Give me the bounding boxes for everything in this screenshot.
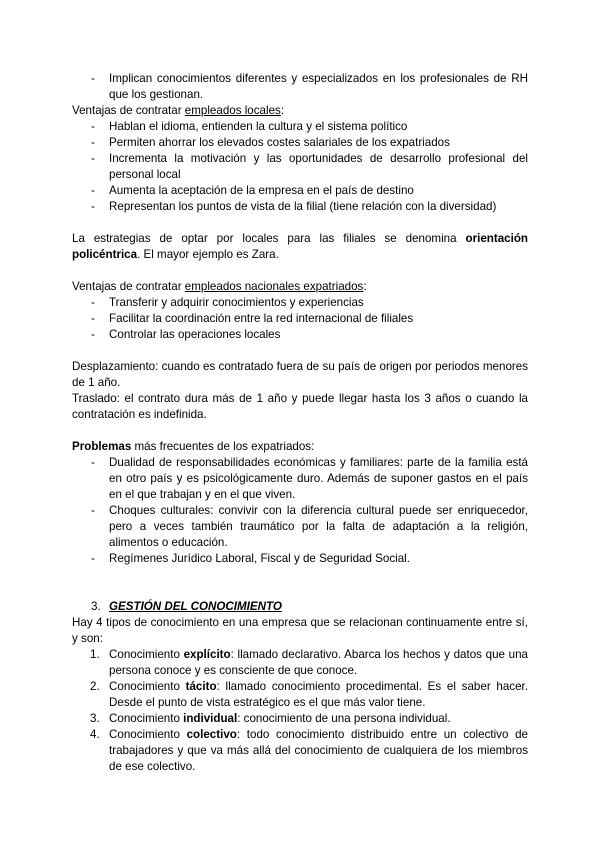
list-item: 1. Conocimiento explícito: llamado declarativo. Abarca los hechos y datos que una persona conoce y es consciente de que conoce. [90,648,529,677]
problemas-heading: Problemas más frecuentes de los expatriados: [72,440,315,453]
locales-heading: Ventajas de contratar empleados locales: [72,104,285,117]
section-number: 3. [91,600,101,613]
traslado-paragraph: Traslado: el contrato dura más de 1 año y puede llegar hasta los 3 años o cuando la contratación es indefinida. [72,392,528,421]
list-item: 3. Conocimiento individual: conocimiento de una persona individual. [90,712,451,725]
document-body [72,71,528,775]
list-item: - Representan los puntos de vista de la filial (tiene relación con la diversidad) [109,199,528,215]
list-item: - Transferir y adquirir conocimientos y experiencias [109,295,528,311]
list-item: - Implican conocimientos diferentes y especializados en los profesionales de RH que los gestionan. [109,71,528,103]
list-item: - Controlar las operaciones locales [109,327,528,343]
knowledge-list [72,647,528,775]
list-item: - Regímenes Jurídico Laboral, Fiscal y de Seguridad Social. [109,551,528,567]
list-item: 2. Conocimiento tácito: llamado conocimiento procedimental. Es el saber hacer. Desde el punto de vista estratégico es el que más valor tiene. [90,680,528,709]
problemas-list [72,455,528,567]
list-item: - Hablan el idioma, entienden la cultura y el sistema político [109,119,528,135]
list-item: - Permiten ahorrar los elevados costes salariales de los expatriados [109,135,528,151]
intro-list [72,71,528,103]
section-title: GESTIÓN DEL CONOCIMIENTO [109,600,282,613]
desplazamiento-paragraph: Desplazamiento: cuando es contratado fuera de su país de origen por periodos menores de 1 año. [72,360,528,389]
locales-list [72,119,528,215]
list-item: 4. Conocimiento colectivo: todo conocimiento distribuido entre un colectivo de trabajadores y que va más allá del conocimiento de cualquiera de los miembros de ese colectivo. [90,728,528,773]
expatriados-list [72,295,528,343]
section-heading [72,599,528,615]
section-intro: Hay 4 tipos de conocimiento en una empresa que se relacionan continuamente entre sí, y son: [72,616,528,645]
list-item: - Incrementa la motivación y las oportunidades de desarrollo profesional del personal local [109,151,528,183]
list-item: - Choques culturales: convivir con la diferencia cultural puede ser enriquecedor, pero a veces también traumático por la falta de adaptación a la religión, alimentos o educación. [109,503,528,551]
expatriados-heading: Ventajas de contratar empleados nacionales expatriados: [72,280,367,293]
list-item: - Aumenta la aceptación de la empresa en el país de destino [109,183,528,199]
list-item: - Facilitar la coordinación entre la red internacional de filiales [109,311,528,327]
list-item: - Dualidad de responsabilidades económicas y familiares: parte de la familia está en otro país y es psicológicamente duro. Además de suponer gastos en el país en el que trabajan y en el que viven. [109,455,528,503]
policentrica-paragraph: La estrategias de optar por locales para las filiales se denomina orientación policéntrica. El mayor ejemplo es Zara. [72,232,528,261]
